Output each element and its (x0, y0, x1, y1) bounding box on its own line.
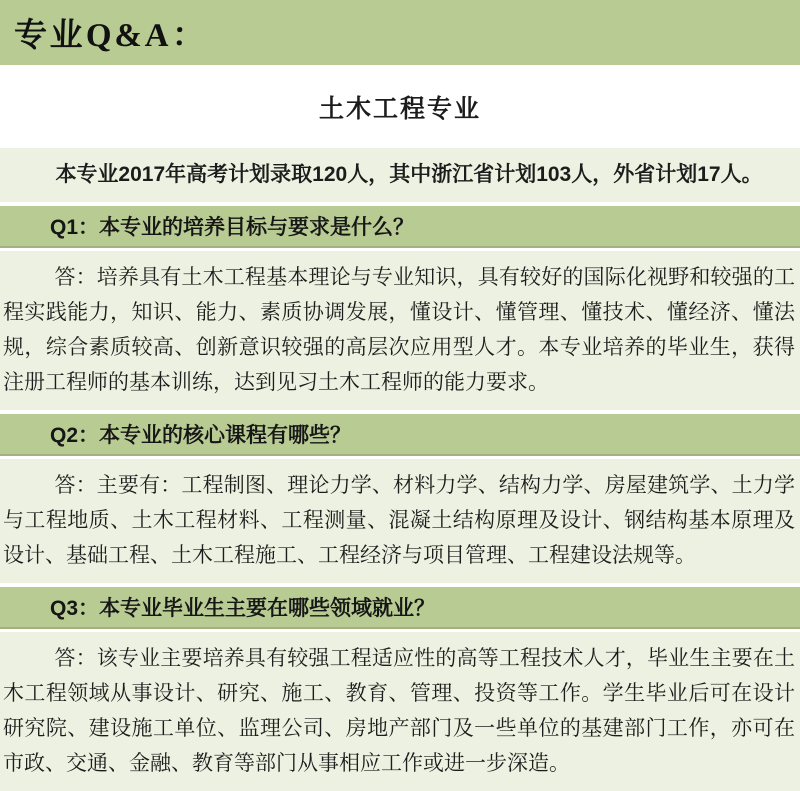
intro-section (0, 148, 800, 202)
question-bar-q2 (0, 414, 800, 456)
title-band (0, 65, 800, 148)
answer-section-q1 (0, 251, 800, 410)
answer-section-q2 (0, 459, 800, 583)
header-label: 专业Q&A： (13, 18, 209, 54)
header-banner (0, 0, 800, 65)
intro-text: 本专业2017年高考计划录取120人，其中浙江省计划103人，外省计划17人。 (55, 163, 763, 186)
page-title: 土木工程专业 (318, 94, 481, 123)
answer-q3-text: 答：该专业主要培养具有较强工程适应性的高等工程技术人才，毕业生主要在土木工程领域从事设计、研究、施工、教育、管理、投资等工作。学生毕业后可在设计研究院、建设施工单位、监理公司、房地产部门及一些单位的基建部门工作，亦可在市政、交通、金融、教育等部门从事相应工作或进一步深造。 (3, 647, 795, 775)
question-bar-q3 (0, 587, 800, 629)
question-q3-text: Q3：本专业毕业生主要在哪些领域就业？ (50, 597, 436, 620)
question-q2-text: Q2：本专业的核心课程有哪些？ (50, 424, 352, 447)
answer-q1-text: 答：培养具有土木工程基本理论与专业知识，具有较好的国际化视野和较强的工程实践能力，知识、能力、素质协调发展，懂设计、懂管理、懂技术、懂经济、懂法规，综合素质较高、创新意识较强的高层次应用型人才。本专业培养的毕业生，获得注册工程师的基本训练，达到见习土木工程师的能力要求。 (3, 266, 795, 394)
answer-q2-text: 答：主要有：工程制图、理论力学、材料力学、结构力学、房屋建筑学、土力学与工程地质、土木工程材料、工程测量、混凝土结构原理及设计、钢结构基本原理及设计、基础工程、土木工程施工、工程经济与项目管理、工程建设法规等。 (3, 474, 795, 567)
answer-section-q3 (0, 632, 800, 791)
question-q1-text: Q1：本专业的培养目标与要求是什么？ (50, 216, 415, 239)
question-bar-q1 (0, 206, 800, 248)
